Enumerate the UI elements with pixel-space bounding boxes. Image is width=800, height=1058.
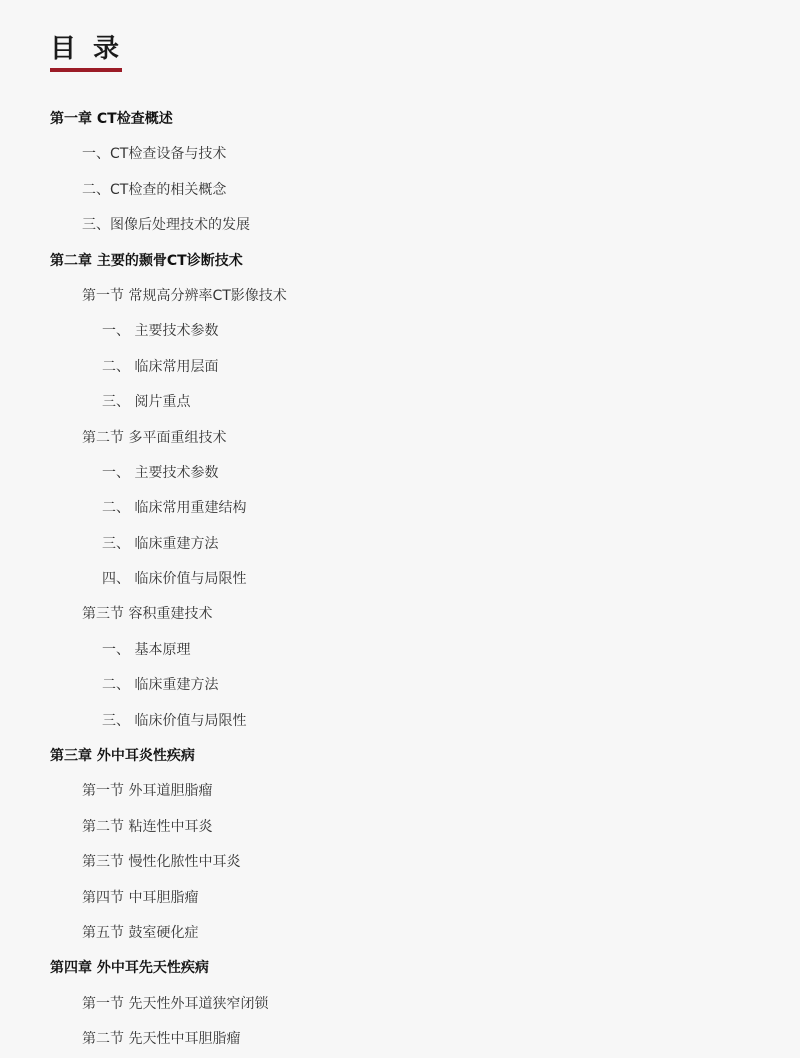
toc-section-link[interactable]: 三、图像后处理技术的发展 xyxy=(82,217,250,234)
toc-section-link[interactable]: 第一节 先天性外耳道狭窄闭锁 xyxy=(82,995,269,1012)
toc-section-link[interactable]: 二、CT检查的相关概念 xyxy=(82,181,227,198)
toc-section-link[interactable]: 第四节 中耳胆脂瘤 xyxy=(82,889,199,906)
toc-section-link[interactable]: 第二节 先天性中耳胆脂瘤 xyxy=(82,1031,241,1048)
title-underline xyxy=(50,68,122,72)
toc-item-link[interactable]: 一、 主要技术参数 xyxy=(102,323,219,340)
toc-chapter-link[interactable]: 第四章 外中耳先天性疾病 xyxy=(50,960,209,977)
toc-item-link[interactable]: 四、 临床价值与局限性 xyxy=(102,571,247,588)
table-of-contents xyxy=(50,102,800,1058)
toc-item-link[interactable]: 二、 临床重建方法 xyxy=(102,677,219,694)
toc-section-link[interactable]: 一、CT检查设备与技术 xyxy=(82,146,227,163)
page-title: 目 录 xyxy=(50,34,124,64)
toc-section-link[interactable]: 第一节 常规高分辨率CT影像技术 xyxy=(82,287,287,304)
toc-section-link[interactable]: 第三节 慢性化脓性中耳炎 xyxy=(82,854,241,871)
toc-item-link[interactable]: 二、 临床常用层面 xyxy=(102,358,219,375)
toc-section-link[interactable]: 第五节 鼓室硬化症 xyxy=(82,924,199,941)
toc-item-link[interactable]: 二、 临床常用重建结构 xyxy=(102,500,247,517)
toc-section-link[interactable]: 第二节 多平面重组技术 xyxy=(82,429,227,446)
toc-item-link[interactable]: 一、 基本原理 xyxy=(102,641,191,658)
toc-section-link[interactable]: 第三节 容积重建技术 xyxy=(82,606,213,623)
toc-item-link[interactable]: 三、 临床价值与局限性 xyxy=(102,712,247,729)
toc-item-link[interactable]: 三、 临床重建方法 xyxy=(102,535,219,552)
toc-chapter-link[interactable]: 第二章 主要的颞骨CT诊断技术 xyxy=(50,252,243,269)
toc-section-link[interactable]: 第二节 粘连性中耳炎 xyxy=(82,818,213,835)
toc-item-link[interactable]: 三、 阅片重点 xyxy=(102,394,191,411)
toc-chapter-link[interactable]: 第一章 CT检查概述 xyxy=(50,111,173,127)
toc-chapter-link[interactable]: 第三章 外中耳炎性疾病 xyxy=(50,748,195,765)
toc-section-link[interactable]: 第一节 外耳道胆脂瘤 xyxy=(82,783,213,800)
toc-item-link[interactable]: 一、 主要技术参数 xyxy=(102,464,219,481)
